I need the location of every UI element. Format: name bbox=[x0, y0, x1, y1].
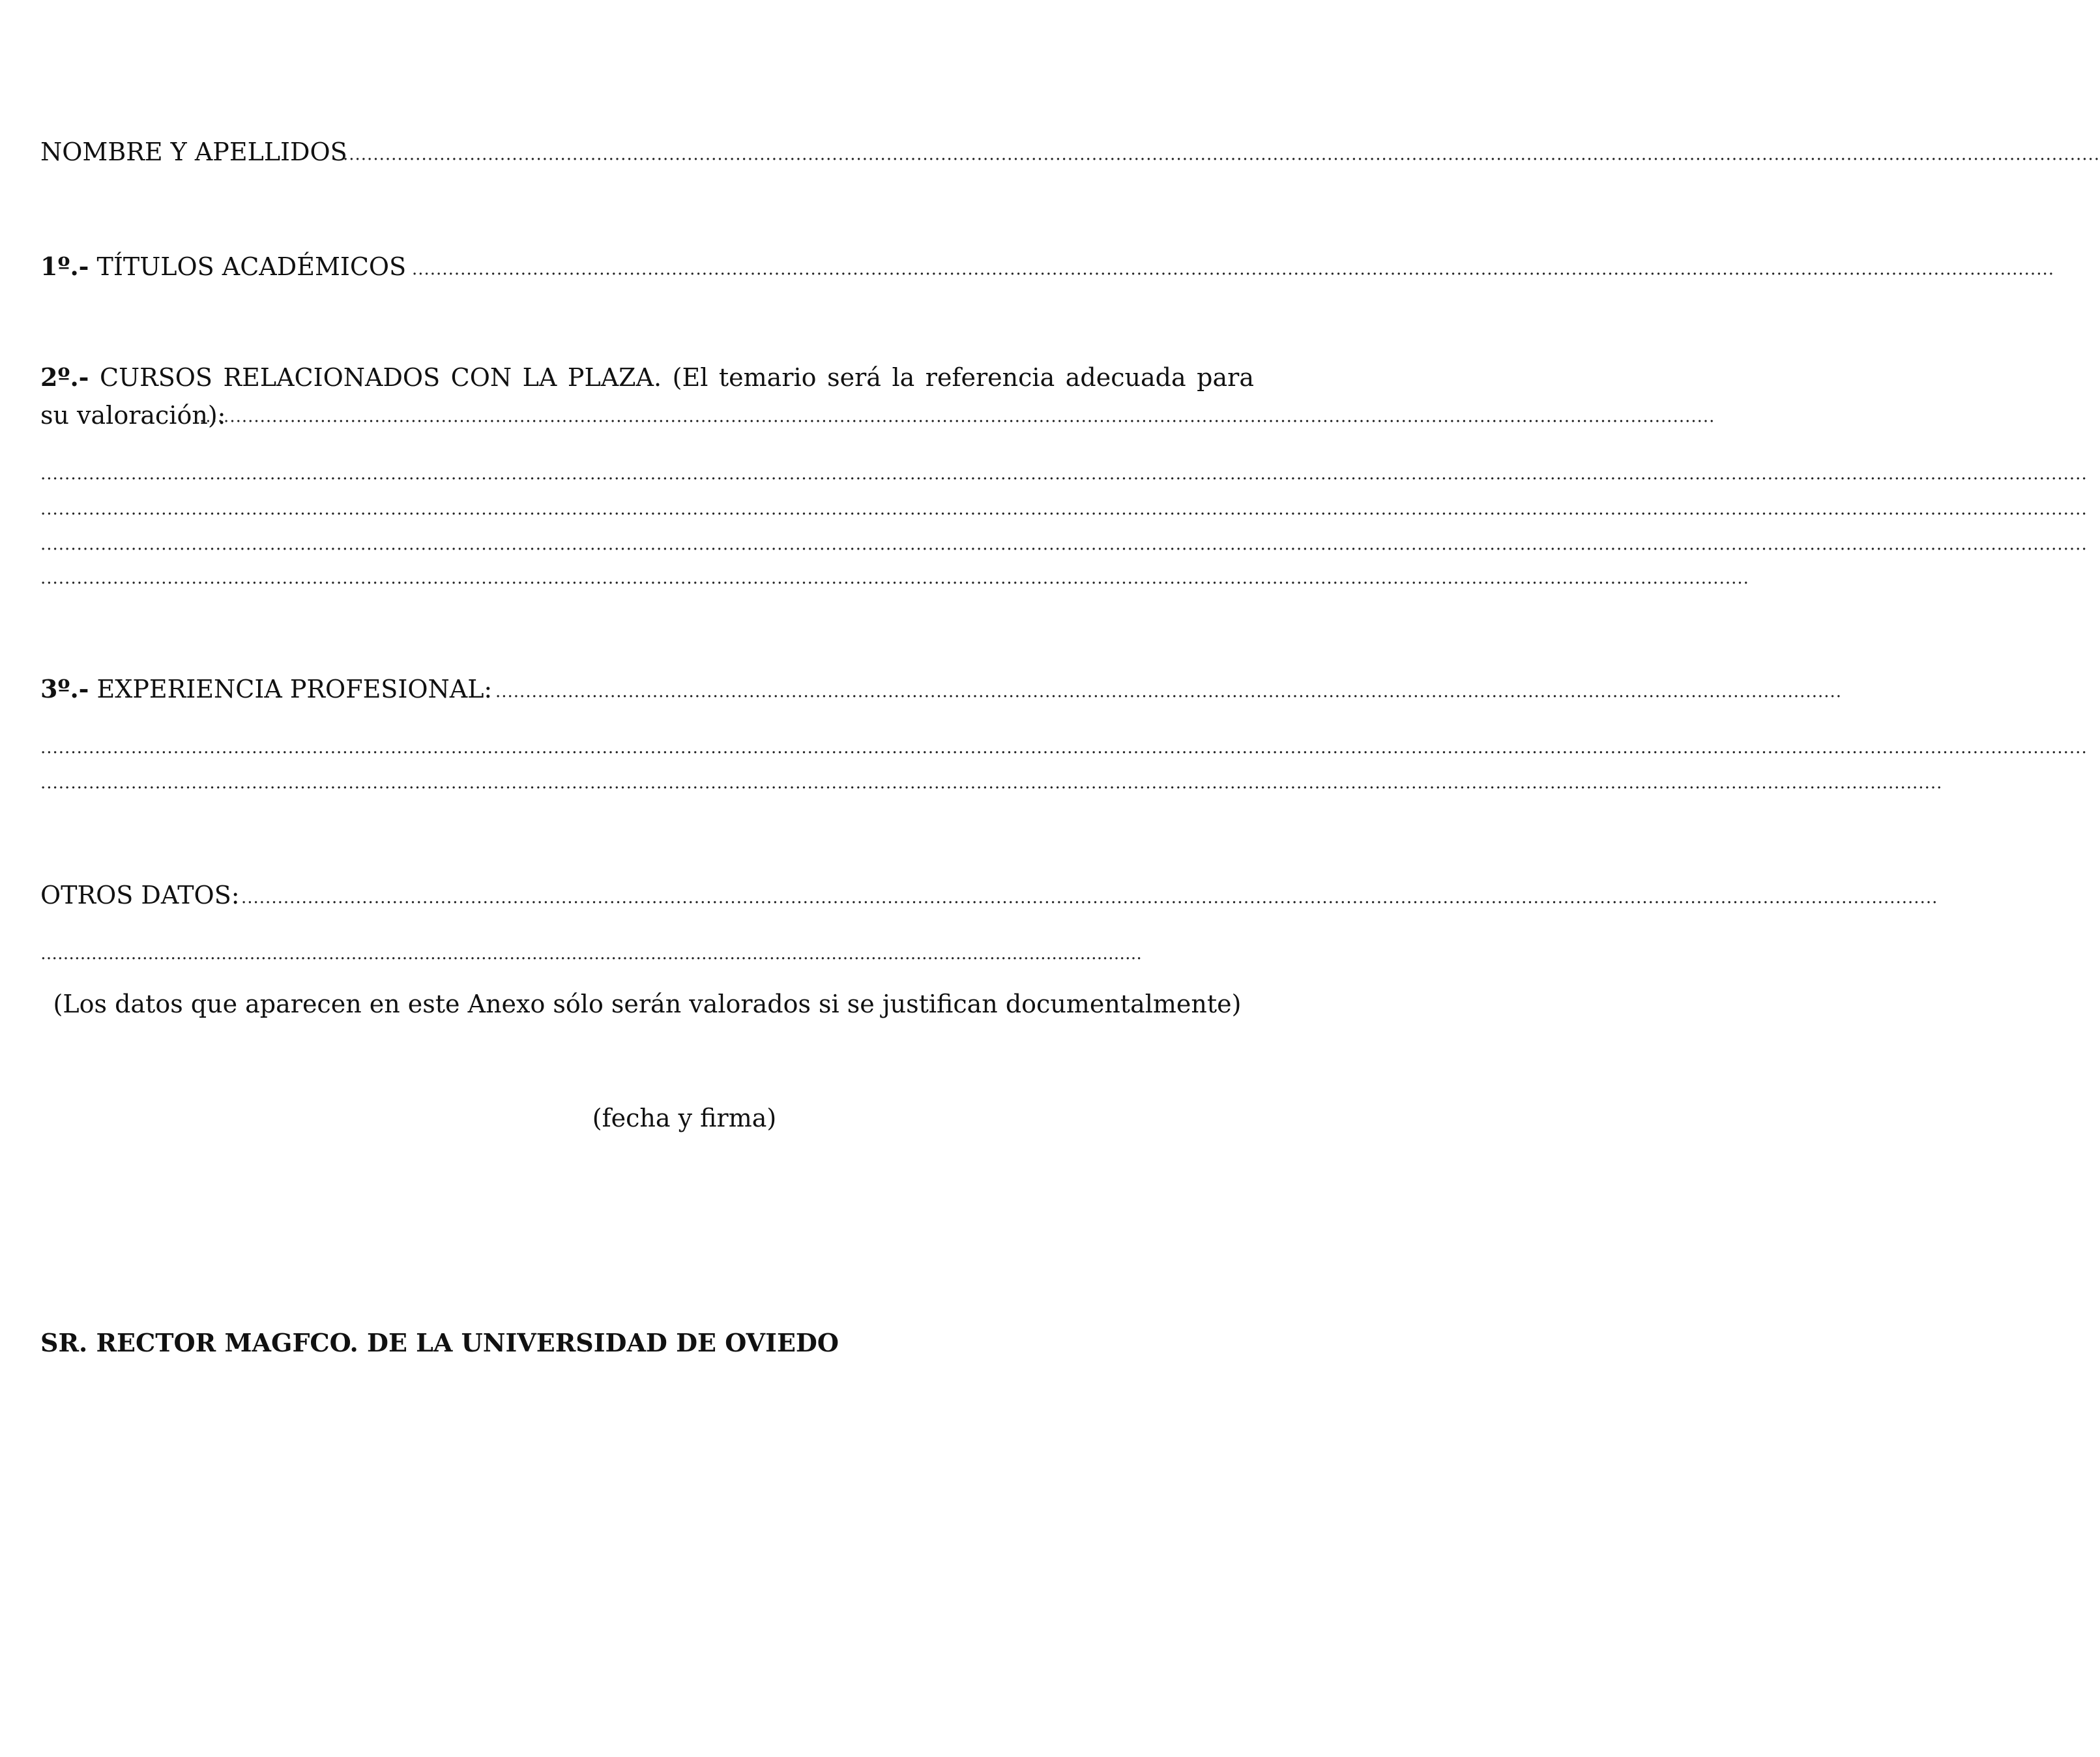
experiencia-label: EXPERIENCIA PROFESIONAL: bbox=[96, 675, 493, 703]
titulos-row bbox=[40, 250, 406, 283]
signature-caption: (fecha y firma) bbox=[592, 1104, 777, 1132]
experiencia-number: 3º.- bbox=[40, 674, 89, 703]
cursos-field-dots-tail[interactable]: ........................................................................................................................................................................................................................................................... bbox=[199, 407, 1715, 426]
titulos-field-dots[interactable]: ................................................................................................................................................................................................................................................................................ bbox=[412, 259, 2054, 279]
nombre-field-dots[interactable]: ................................................................................................................................................................................................................................................................................................... bbox=[343, 145, 2100, 164]
titulos-number: 1º.- bbox=[40, 252, 89, 281]
otros-field-ellipsis-line[interactable]: …………………………………………………………………………………………………………………………………………………………………………… bbox=[40, 944, 1142, 964]
experiencia-field-dots-2[interactable]: ........................................................................................................................................................................................................................................................................................................................... bbox=[40, 773, 1943, 793]
justification-note: (Los datos que aparecen en este Anexo sólo serán valorados si se justifican documentalmente) bbox=[53, 990, 1242, 1018]
cursos-field-dots-2[interactable]: ................................................................................................................................................................................................................................................................................................................................................... bbox=[40, 499, 2088, 519]
cursos-field-dots-1[interactable]: ................................................................................................................................................................................................................................................................................................................................................... bbox=[40, 464, 2088, 484]
otros-field-dots[interactable]: ......................................................................................................................................................................................................................................................................................... bbox=[241, 888, 1938, 908]
otros-row bbox=[40, 879, 240, 911]
titulos-label: TÍTULOS ACADÉMICOS bbox=[96, 252, 407, 281]
nombre-row bbox=[40, 136, 347, 168]
cursos-field-dots-3[interactable]: ................................................................................................................................................................................................................................................................................................................................................... bbox=[40, 535, 2088, 554]
cursos-field-dots-4[interactable]: ........................................................................................................................................................................................................................................................................................... bbox=[40, 568, 1749, 588]
cursos-number: 2º.- bbox=[40, 362, 89, 392]
cursos-text: CURSOS RELACIONADOS CON LA PLAZA. (El temario será la referencia adecuada para su valoración): bbox=[40, 363, 1254, 430]
experiencia-field-dots[interactable]: ............................................................................................................................................................................................................................... bbox=[495, 682, 1843, 701]
experiencia-row bbox=[40, 673, 492, 705]
otros-label: OTROS DATOS: bbox=[40, 881, 240, 909]
experiencia-field-dots-1[interactable]: ................................................................................................................................................................................................................................................................................................................................................... bbox=[40, 738, 2088, 758]
nombre-label: NOMBRE Y APELLIDOS bbox=[40, 138, 347, 166]
addressee: SR. RECTOR MAGFCO. DE LA UNIVERSIDAD DE OVIEDO bbox=[40, 1328, 839, 1357]
